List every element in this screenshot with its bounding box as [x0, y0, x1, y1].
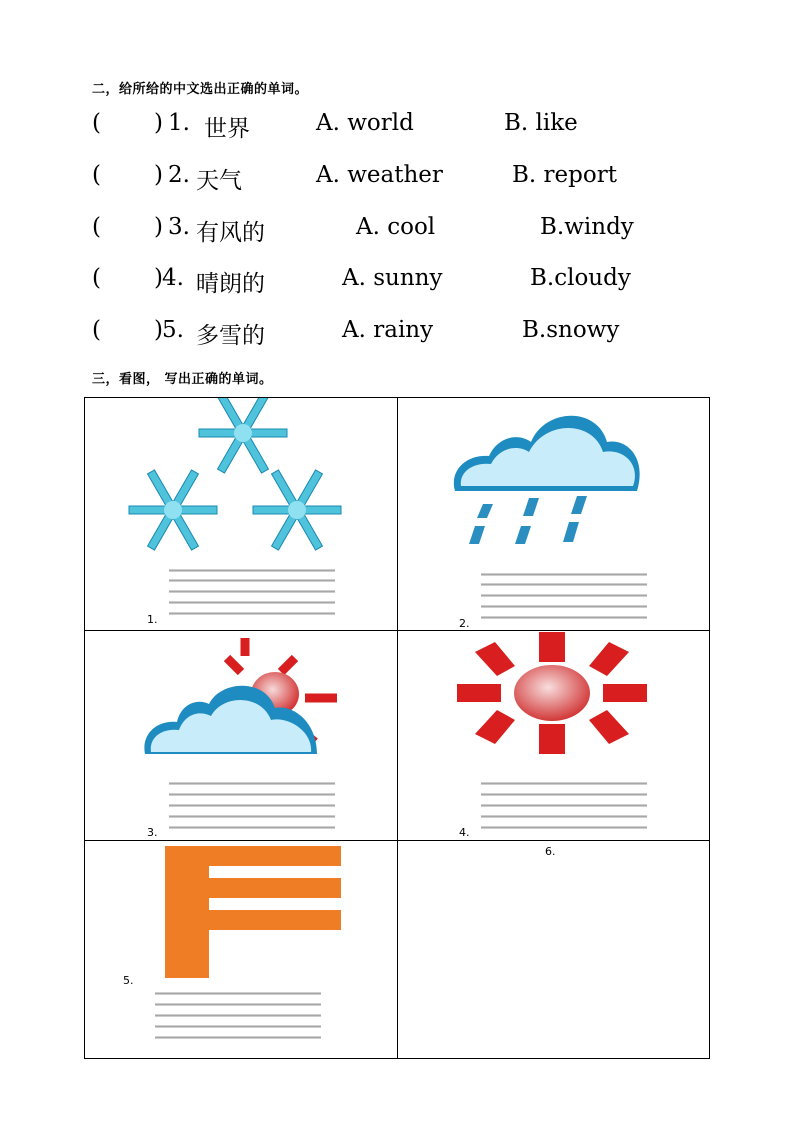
question-chinese: 世界: [204, 116, 250, 142]
answer-paren-open: (: [92, 317, 101, 343]
question-number: 3.: [168, 214, 190, 240]
question-row-5: [92, 317, 732, 353]
cell-number: 1.: [147, 613, 158, 626]
answer-line: [155, 1025, 321, 1028]
rain-icon: [397, 398, 709, 558]
answer-line: [169, 826, 335, 829]
cell-number: 4.: [459, 826, 470, 839]
snowflake: [253, 470, 341, 550]
answer-line: [169, 804, 335, 807]
wind-icon: [85, 840, 397, 990]
question-number: 2.: [168, 162, 190, 188]
answer-line: [481, 815, 647, 818]
picture-cell-6: [397, 840, 709, 1058]
option-b: B.cloudy: [530, 265, 631, 291]
answer-paren-close: ): [154, 317, 163, 343]
answer-line: [169, 612, 335, 615]
answer-paren-close: ): [154, 214, 163, 240]
option-b: B. like: [504, 110, 578, 136]
answer-line: [481, 573, 647, 576]
option-a: A. world: [316, 110, 414, 136]
question-row-2: [92, 162, 732, 198]
answer-paren-open: (: [92, 214, 101, 240]
option-a: A. cool: [356, 214, 436, 240]
answer-paren-open: (: [92, 265, 101, 291]
answer-line: [155, 1003, 321, 1006]
answer-paren-open: (: [92, 110, 101, 136]
answer-paren-open: (: [92, 162, 101, 188]
section3-heading: 三，看图， 写出正确的单词。: [92, 372, 273, 387]
question-chinese: 晴朗的: [196, 271, 265, 297]
answer-line: [481, 804, 647, 807]
answer-line: [169, 815, 335, 818]
cell-number: 2.: [459, 617, 470, 630]
question-chinese: 多雪的: [196, 323, 265, 349]
answer-line: [169, 579, 335, 582]
option-b: B.snowy: [522, 317, 620, 343]
option-b: B.windy: [540, 214, 634, 240]
question-row-1: [92, 110, 732, 146]
picture-cell-1: [85, 398, 397, 630]
answer-paren-close: ): [154, 162, 163, 188]
option-a: A. sunny: [342, 265, 443, 291]
question-number: 1.: [168, 110, 190, 136]
snow-icon: [85, 398, 397, 558]
answer-line: [169, 569, 335, 572]
option-a: A. rainy: [342, 317, 434, 343]
answer-line: [481, 605, 647, 608]
question-number: 5.: [162, 317, 184, 343]
picture-grid: [84, 397, 710, 1059]
answer-paren-close: ): [154, 110, 163, 136]
question-row-3: [92, 214, 732, 250]
answer-line: [169, 782, 335, 785]
answer-line: [169, 793, 335, 796]
question-row-4: [92, 265, 732, 301]
question-chinese: 有风的: [196, 220, 265, 246]
section2-heading: 二，给所给的中文选出正确的单词。: [92, 82, 309, 97]
answer-line: [481, 616, 647, 619]
question-chinese: 天气: [196, 168, 242, 194]
picture-cell-5: [85, 840, 397, 1058]
answer-line: [481, 782, 647, 785]
question-number: 4.: [162, 265, 184, 291]
cloudy-icon: [85, 630, 397, 770]
option-b: B. report: [512, 162, 617, 188]
cell-number: 3.: [147, 826, 158, 839]
answer-line: [481, 826, 647, 829]
cell-number: 6.: [545, 845, 556, 858]
answer-line: [155, 1036, 321, 1039]
picture-cell-3: [85, 630, 397, 840]
answer-line: [155, 992, 321, 995]
answer-line: [169, 590, 335, 593]
answer-line: [481, 594, 647, 597]
picture-cell-4: [397, 630, 709, 840]
answer-line: [481, 583, 647, 586]
picture-cell-2: [397, 398, 709, 630]
snowflake: [129, 470, 217, 550]
option-a: A. weather: [316, 162, 443, 188]
answer-line: [481, 793, 647, 796]
cell-number: 5.: [123, 974, 134, 987]
answer-paren-close: ): [154, 265, 163, 291]
snowflake: [199, 398, 287, 473]
answer-line: [169, 601, 335, 604]
answer-line: [155, 1014, 321, 1017]
sun-icon: [397, 630, 709, 770]
